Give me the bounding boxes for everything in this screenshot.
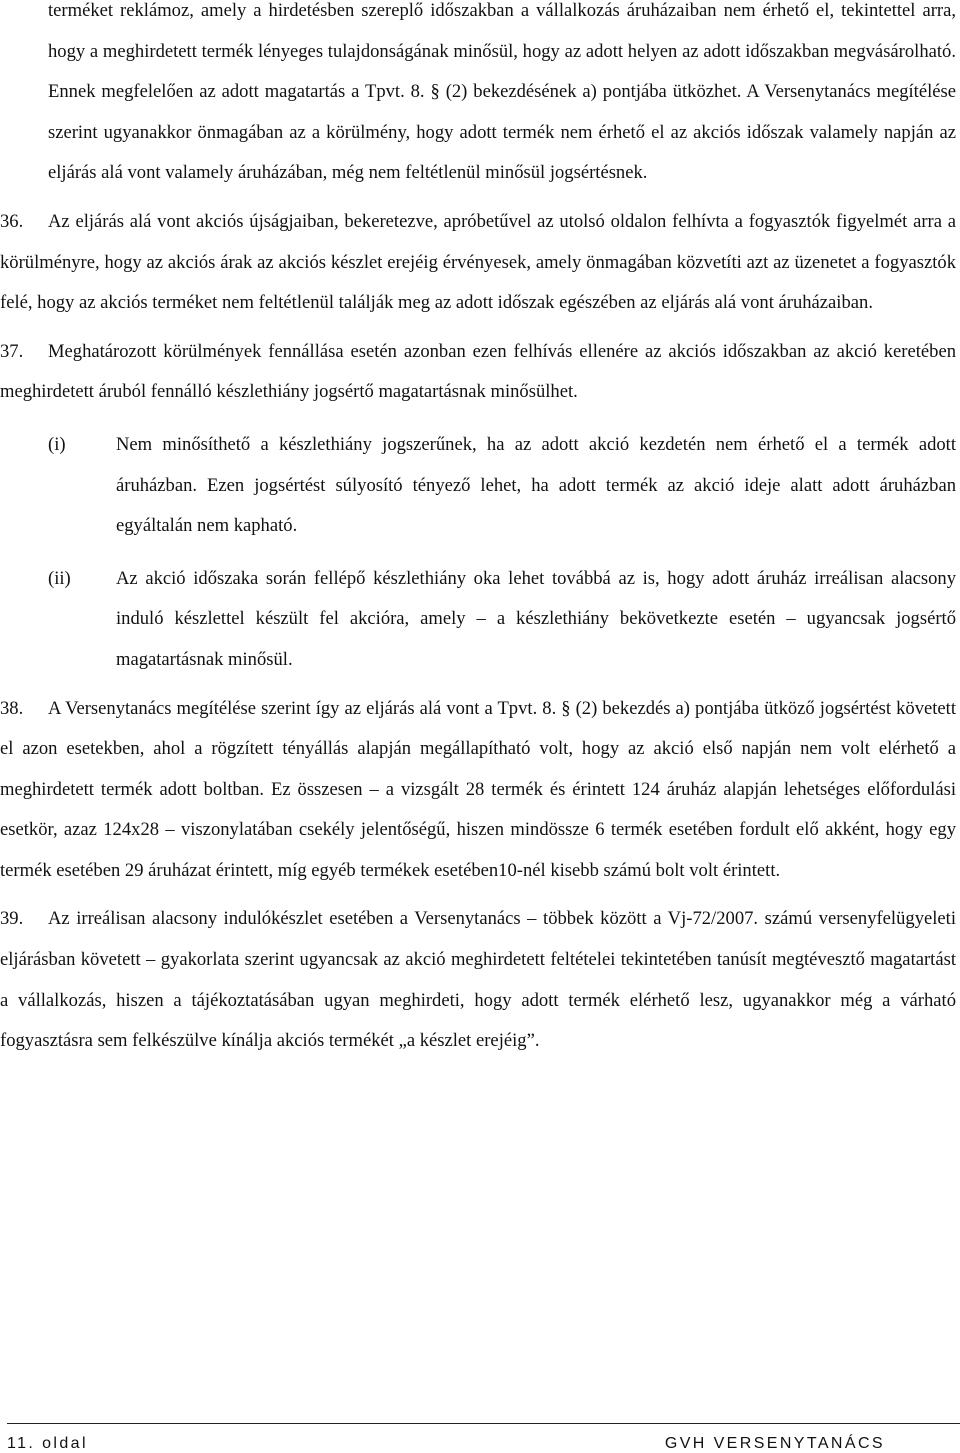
- subitem-text: Az akció időszaka során fellépő készlethiány oka lehet továbbá az is, hogy adott áruház irreálisan alacsony induló készlettel készült fel akcióra, amely – a készlethiány bekövetkezte esetén – ugyancsak jogsértő magatartásnak minősül.: [116, 567, 956, 670]
- paragraph-text: Az eljárás alá vont akciós újságjaiban, bekeretezve, apróbetűvel az utolsó oldalon felhívta a fogyasztók figyelmét arra a körülményre, hogy az akciós árak az akciós készlet erejéig érvényesek, amely önmagában közvetíti azt az üzenetet a fogyasztók felé, hogy az akciós terméket nem feltétlenül találják meg az adott időszak egészében az eljárás alá vont áruházaiban.: [0, 210, 956, 314]
- paragraph-number: 36.: [0, 210, 24, 232]
- paragraph-number: 37.: [0, 340, 24, 362]
- subitem-label: (ii): [48, 567, 71, 589]
- subitem-text: Nem minősíthető a készlethiány jogszerűnek, ha az adott akció kezdetén nem érhető el a termék adott áruházban. Ezen jogsértést súlyosító tényező lehet, ha adott termék az akció ideje alatt adott áruházban egyáltalán nem kapható.: [116, 433, 956, 537]
- paragraph-39: [0, 899, 956, 1061]
- subitem-label: (i): [48, 433, 66, 455]
- intro-paragraph: terméket reklámoz, amely a hirdetésben szereplő időszakban a vállalkozás áruházaiban nem érhető el, tekintettel arra, hogy a meghirdetett termék lényeges tulajdonságának minősül, hogy az adott helyen az adott időszakban megvásárolható. Ennek megfelelően az adott magatartás a Tpvt. 8. § (2) bekezdésének a) pontjába ütközhet. A Versenytanács megítélése szerint ugyanakkor önmagában az a körülmény, hogy adott termék nem érhető el az akciós időszak valamely napján az eljárás alá vont valamely áruházában, még nem feltétlenül minősül jogsértésnek.: [48, 0, 956, 184]
- paragraph-37: [0, 332, 956, 413]
- paragraph-number: 39.: [0, 908, 24, 930]
- page-footer: [7, 1423, 960, 1453]
- paragraph-36: [0, 202, 956, 324]
- page-number: 11. oldal: [7, 1435, 88, 1452]
- paragraph-text: A Versenytanács megítélése szerint így az eljárás alá vont a Tpvt. 8. § (2) bekezdés a) pontjába ütköző jogsértést követett el azon esetekben, ahol a rögzített tényállás alapján megállapítható volt, hogy az akció első napján nem volt elérhető a meghirdetett termék adott boltban. Ez összesen – a vizsgált 28 termék és érintett 124 áruház alapján lehetséges előfordulási esetkör, azaz 124x28 – viszonylatában csekély jelentőségű, hiszen mindössze 6 termék esetében fordult elő akként, hogy egy termék esetében 29 áruházat érintett, míg egyéb termékek esetében10-nél kisebb számú bolt volt érintett.: [0, 697, 956, 881]
- paragraph-text: Az irreálisan alacsony indulókészlet esetében a Versenytanács – többek között a Vj-72/2007. számú versenyfelügyeleti eljárásban követett – gyakorlata szerint ugyancsak az akció meghirdetett feltételei tekintetében tanúsít megtévesztő magatartást a vállalkozás, hiszen a tájékoztatásában ugyan meghirdeti, hogy adott termék elérhető lesz, ugyanakkor még a várható fogyasztásra sem felkészülve kínálja akciós termékét „a készlet erejéig”.: [0, 908, 956, 1052]
- paragraph-text: Meghatározott körülmények fennállása esetén azonban ezen felhívás ellenére az akciós időszakban az akció keretében meghirdetett áruból fennálló készlethiány jogsértő magatartásnak minősülhet.: [0, 340, 956, 403]
- paragraph-38: [0, 689, 956, 892]
- subitem-ii: [48, 559, 956, 681]
- footer-organization: GVH VERSENYTANÁCS: [664, 1435, 885, 1452]
- subitem-i: [48, 425, 956, 547]
- paragraph-number: 38.: [0, 697, 24, 719]
- footer-divider: [7, 1423, 960, 1424]
